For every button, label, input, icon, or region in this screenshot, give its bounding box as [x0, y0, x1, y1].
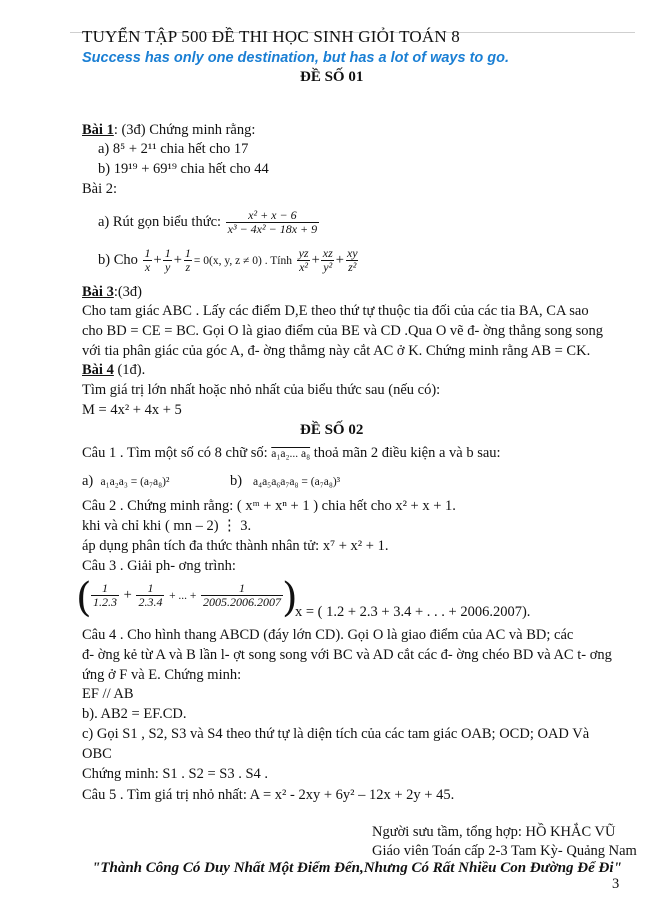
bai4-label: Bài 4	[82, 362, 114, 378]
bai2-label: Bài 2:	[82, 181, 118, 197]
bai2-a-text: a) Rút gọn biểu thức:	[98, 213, 222, 230]
bai3-label: Bài 3	[82, 284, 114, 300]
cau3-frac-2: $\frac{1}{2.3.4}$	[138, 581, 163, 609]
frac-xy-z2: $\frac{xy}{\text{z²}}$	[346, 246, 358, 274]
footer-author: Người sưu tầm, tổng hợp: HỒ KHẮC VŨ	[372, 824, 616, 840]
cau4-l2: đ- ờng kẻ từ A và B lần l- ợt song song với BC và AD cắt các đ- ờng chéo BD và AC t- ơng	[82, 647, 612, 663]
cau1-a	[82, 473, 169, 491]
cau1-line	[82, 445, 501, 463]
bai4-text: (1đ).	[113, 362, 146, 378]
bai3-line	[82, 284, 142, 301]
bai3-l3: với tia phân giác của góc A, đ- ờng thẳmg này cắt AC ở K. Chứng minh rằng AB = CK.	[82, 343, 591, 359]
cau4-l3: ứng ở F và E. Chứng minh:	[82, 667, 242, 683]
cau3-frac-1: $\frac{1}{1.2.3}$	[93, 581, 117, 609]
frac-1-y: $\frac{1}{y}$	[164, 246, 171, 274]
bai2-b-condition: = 0(x, y, z ≠ 0) . Tính	[193, 254, 292, 267]
cau4-l5: b). AB2 = EF.CD.	[82, 706, 187, 722]
frac-1-x: $\frac{1}{x}$	[144, 246, 151, 274]
bai4-l2: M = 4x² + 4x + 5	[82, 402, 182, 418]
bai4-l1: Tìm giá trị lớn nhất hoặc nhỏ nhất của biểu thức sau (nếu có):	[82, 382, 441, 398]
cau2-l1: Câu 2 . Chứng minh rằng: ( xᵐ + xⁿ + 1 ) chia hết cho x² + x + 1.	[82, 498, 456, 514]
cau1-tail: thoả mãn 2 điều kiện a và b sau:	[313, 445, 501, 461]
cau4-l6: c) Gọi S1 , S2, S3 và S4 theo thứ tự là diện tích của các tam giác OAB; OCD; OAD Và	[82, 726, 590, 742]
cau1-a-label: a)	[82, 473, 94, 489]
de2-heading: ĐỀ SỐ 02	[300, 422, 364, 438]
de1-heading: ĐỀ SỐ 01	[300, 69, 364, 85]
frac-1-z: $\frac{1}{z}$	[184, 246, 191, 274]
bai2-b-text: b) Cho	[98, 251, 138, 268]
cau3-dots: + ... +	[169, 589, 197, 602]
cau4-l7: OBC	[82, 746, 112, 762]
cau3-equation: $\frac{1}{1.2.3}$ + $\frac{1}{2.3.4}$ + ... + $\frac{1}{2005.2006.2007}$	[93, 581, 282, 609]
cau1-a-expr: a₁a₂a₃ = (a₇a₈)²	[100, 476, 170, 488]
frac-xz-y2: $\frac{xz}{\text{y²}}$	[322, 246, 333, 274]
cau3-rhs: x = ( 1.2 + 2.3 + 3.4 + . . . + 2006.2007).	[295, 604, 531, 620]
cau3-left-paren: (	[76, 575, 92, 621]
bai4-line	[82, 362, 145, 379]
footer-quote: "Thành Công Có Duy Nhất Một Điểm Đến,Nhưng Có Rất Nhiều Con Đường Để Đi"	[92, 860, 622, 876]
bai2-b: b) Cho $\frac{1}{x}$ + $\frac{1}{y}$ + $\frac{1}{z}$ = 0(x, y, z ≠ 0) . Tính $\frac{yz}{\text{x²}}$ + $\frac{xz}{\text{y²}}$ + $\frac{xy}{\text{z²}}$	[98, 246, 358, 274]
cau2-l3: áp dụng phân tích đa thức thành nhân tử: x⁷ + x² + 1.	[82, 538, 389, 554]
bai3-text: :(3đ)	[113, 284, 143, 300]
bai2-a-fraction	[226, 209, 319, 236]
cau3-frac-3: $\frac{1}{2005.2006.2007}$	[203, 581, 282, 609]
page-number: 3	[612, 876, 620, 892]
footer-role: Giáo viên Toán cấp 2-3 Tam Kỳ- Quảng Nam	[372, 843, 637, 859]
cau1-text: Câu 1 . Tìm một số có 8 chữ số:	[82, 445, 268, 461]
bai1-line	[82, 122, 255, 139]
cau4-l8: Chứng minh: S1 . S2 = S3 . S4 .	[82, 766, 269, 782]
cau1-b-label: b)	[230, 473, 243, 489]
slogan: Success has only one destination, but has a lot of ways to go.	[82, 50, 510, 66]
cau4-l4: EF // AB	[82, 686, 134, 702]
cau3-l1: Câu 3 . Giải ph- ơng trình:	[82, 558, 236, 574]
bai2-a	[98, 209, 320, 236]
bai1-text: : (3đ) Chứng minh rằng:	[113, 122, 256, 138]
bai1-a: a) 8⁵ + 2¹¹ chia hết cho 17	[98, 141, 249, 157]
bai2-a-numerator: x² + x − 6	[248, 208, 297, 222]
bai2-a-denominator: x³ − 4x² − 18x + 9	[227, 222, 318, 236]
cau1-number: a₁a₂... a₈	[271, 448, 311, 460]
document-title: TUYỂN TẬP 500 ĐỀ THI HỌC SINH GIỎI TOÁN 8	[82, 27, 460, 46]
cau2-l2: khi và chỉ khi ( mn – 2) ⋮ 3.	[82, 518, 252, 534]
bai3-l2: cho BD = CE = BC. Gọi O là giao điểm của BE và CD .Qua O vẽ đ- ờng thẳng song song	[82, 323, 603, 339]
bai1-b: b) 19¹⁹ + 69¹⁹ chia hết cho 44	[98, 161, 269, 177]
cau5: Câu 5 . Tìm giá trị nhỏ nhất: A = x² - 2xy + 6y² – 12x + 2y + 45.	[82, 787, 455, 803]
cau1-b	[230, 473, 340, 491]
cau3-right-paren: )	[282, 575, 298, 621]
cau1-b-expr: a₄a₅a₆a₇a₈ = (a₇a₈)³	[252, 476, 341, 488]
cau4-l1: Câu 4 . Cho hình thang ABCD (đáy lớn CD). Gọi O là giao điểm của AC và BD; các	[82, 627, 574, 643]
bai1-label: Bài 1	[82, 122, 114, 138]
bai3-l1: Cho tam giác ABC . Lấy các điểm D,E theo thứ tự thuộc tia đối của các tia BA, CA sao	[82, 303, 589, 319]
frac-yz-x2: $\frac{yz}{\text{x²}}$	[298, 246, 309, 274]
